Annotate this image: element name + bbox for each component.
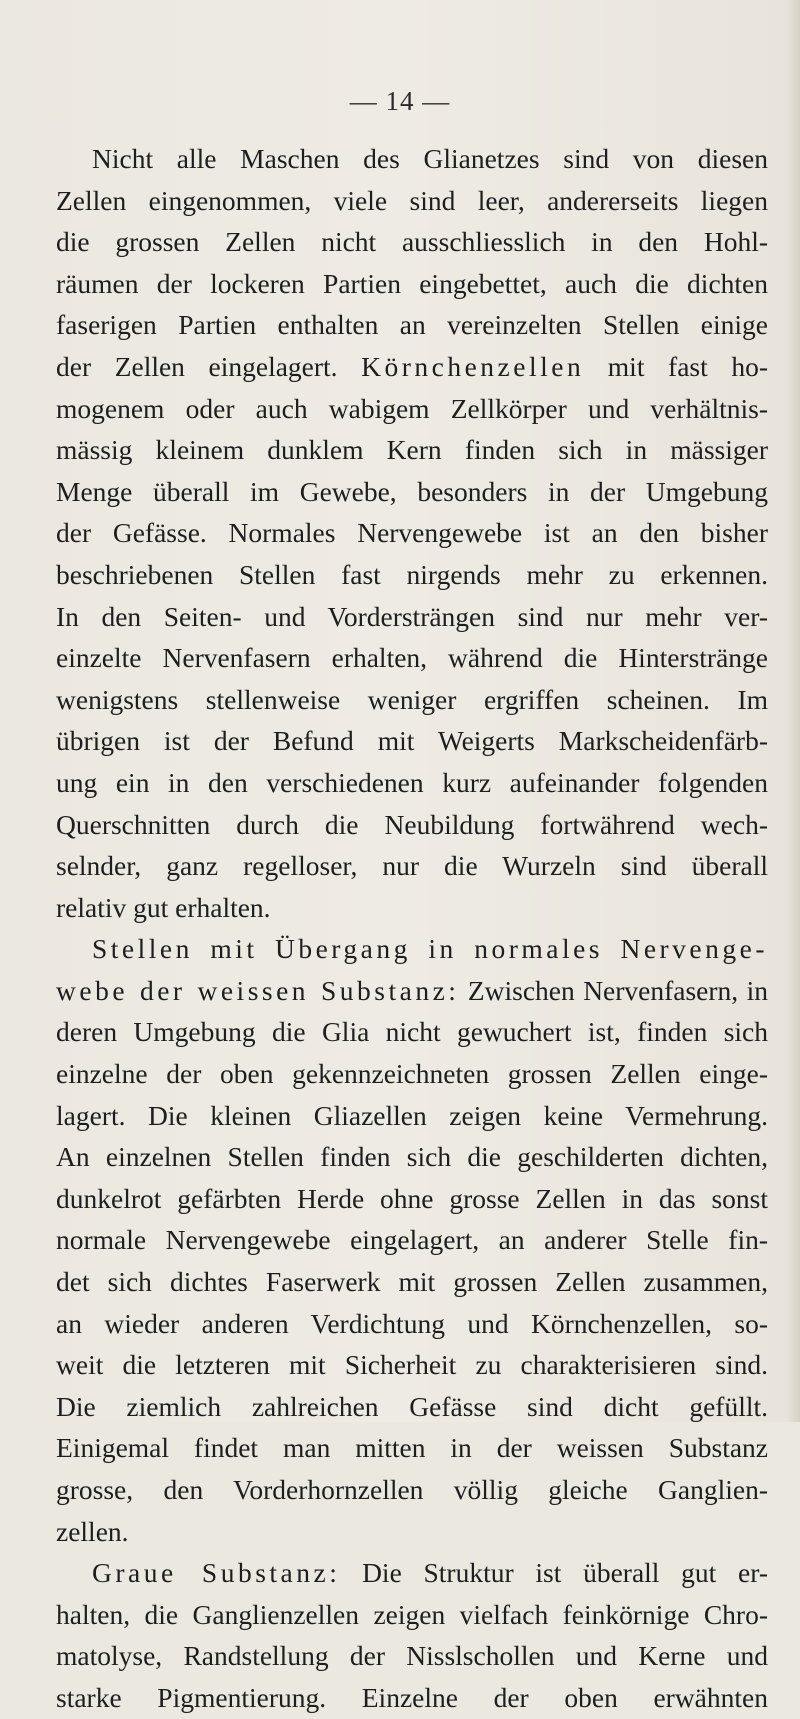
text-line [56, 512, 768, 554]
body-text [56, 138, 768, 1719]
text-run: relativ gut erhalten. [56, 891, 271, 923]
text-line [56, 263, 768, 305]
text-run: einzelte Nervenfasern erhalten, während die Hinterstränge [56, 642, 768, 674]
text-line [56, 1427, 768, 1469]
text-run: selnder, ganz regelloser, nur die Wurzeln sind überall [56, 850, 768, 882]
text-line [56, 970, 768, 1012]
text-line [56, 1136, 768, 1178]
text-line [56, 1178, 768, 1220]
text-run: grosse, den Vorderhornzellen völlig gleiche Ganglien- [56, 1474, 768, 1505]
text-line [56, 1552, 768, 1594]
text-run: An einzelnen Stellen finden sich die geschilderten dichten, [56, 1141, 768, 1173]
spaced-emphasis-text: Graue Substanz: [92, 1557, 341, 1589]
spaced-emphasis-text: Körnchenzellen [361, 350, 585, 382]
text-line [56, 762, 768, 804]
page-number: — 14 — [349, 86, 451, 116]
text-line [56, 471, 768, 513]
text-run: Nicht alle Maschen des Glianetzes sind von diesen [92, 143, 768, 174]
text-line [56, 180, 768, 222]
text-line [56, 1095, 768, 1137]
text-line [56, 1011, 768, 1053]
text-line [56, 304, 768, 346]
text-run: deren Umgebung die Glia nicht gewuchert ist, finden sich [56, 1016, 768, 1048]
text-run: beschriebenen Stellen fast nirgends mehr zu erkennen. [56, 558, 768, 590]
text-run: übrigen ist der Befund mit Weigerts Markscheidenfärb- [56, 725, 768, 757]
text-run: Die Struktur ist überall gut er- [340, 1557, 768, 1589]
text-line [56, 221, 768, 263]
text-line [56, 1594, 768, 1636]
text-line [56, 1469, 768, 1511]
text-line [56, 1511, 768, 1553]
text-line [56, 388, 768, 430]
text-line [56, 1219, 768, 1261]
text-line [56, 429, 768, 471]
text-run: ung ein in den verschiedenen kurz aufeinander folgenden [56, 766, 768, 798]
text-run: der Zellen eingelagert. [56, 350, 362, 382]
text-run: Einigemal findet man mitten in der weissen Substanz [56, 1432, 768, 1464]
text-line [56, 1303, 768, 1345]
text-run: normale Nervengewebe eingelagert, an anderer Stelle fin- [56, 1224, 768, 1256]
text-run: einzelne der oben gekennzeichneten grossen Zellen einge- [56, 1058, 768, 1090]
text-line [56, 1677, 768, 1719]
text-run: dunkelrot gefärbten Herde ohne grosse Zellen in das sonst [56, 1182, 768, 1214]
text-line [56, 1386, 768, 1428]
text-line [56, 928, 768, 970]
text-run: In den Seiten- und Vordersträngen sind nur mehr ver- [56, 600, 768, 632]
text-run: Menge überall im Gewebe, besonders in der Umgebung [56, 475, 768, 507]
spaced-emphasis-text: webe der weissen Substanz: [56, 974, 460, 1006]
text-line [56, 720, 768, 762]
text-line [56, 1053, 768, 1095]
text-line [56, 845, 768, 887]
text-run: räumen der lockeren Partien eingebettet, auch die dichten [56, 267, 768, 299]
text-run: mogenem oder auch wabigem Zellkörper und verhältnis- [56, 392, 768, 424]
text-line [56, 804, 768, 846]
text-run: Zwischen Nervenfasern, in [459, 974, 768, 1006]
text-line [56, 1261, 768, 1303]
text-run: matolyse, Randstellung der Nisslschollen und Kerne und [56, 1640, 768, 1672]
text-line [56, 554, 768, 596]
text-run: det sich dichtes Faserwerk mit grossen Zellen zusammen, [56, 1266, 768, 1298]
text-line [56, 346, 768, 388]
text-line [56, 887, 768, 929]
page-edge-shadow [786, 0, 800, 1422]
text-run: faserigen Partien enthalten an vereinzelten Stellen einige [56, 309, 768, 341]
text-run: mit fast ho- [584, 350, 768, 382]
text-run: mässig kleinem dunklem Kern finden sich in mässiger [56, 434, 768, 466]
text-line [56, 679, 768, 721]
text-run: die grossen Zellen nicht ausschliesslich in den Hohl- [56, 226, 768, 258]
text-run: Zellen eingenommen, viele sind leer, andererseits liegen [56, 184, 768, 216]
text-line [56, 1344, 768, 1386]
text-line [56, 138, 768, 180]
spaced-emphasis-text: Stellen mit Übergang in normales Nervenge- [92, 933, 768, 965]
text-run: Querschnitten durch die Neubildung fortwährend wech- [56, 808, 768, 840]
text-run: an wieder anderen Verdichtung und Körnchenzellen, so- [56, 1307, 768, 1339]
text-run: weit die letzteren mit Sicherheit zu charakterisieren sind. [56, 1349, 768, 1381]
text-run: starke Pigmentierung. Einzelne der oben erwähnten [56, 1681, 768, 1713]
text-line [56, 596, 768, 638]
text-line [56, 637, 768, 679]
text-run: Die ziemlich zahlreichen Gefässe sind dicht gefüllt. [56, 1390, 768, 1422]
text-run: lagert. Die kleinen Gliazellen zeigen keine Vermehrung. [56, 1099, 768, 1131]
text-run: zellen. [56, 1515, 129, 1547]
text-line [56, 1635, 768, 1677]
text-run: der Gefässe. Normales Nervengewebe ist an den bisher [56, 517, 768, 549]
text-run: wenigstens stellenweise weniger ergriffen scheinen. Im [56, 683, 768, 715]
text-run: halten, die Ganglienzellen zeigen vielfach feinkörnige Chro- [56, 1598, 768, 1630]
